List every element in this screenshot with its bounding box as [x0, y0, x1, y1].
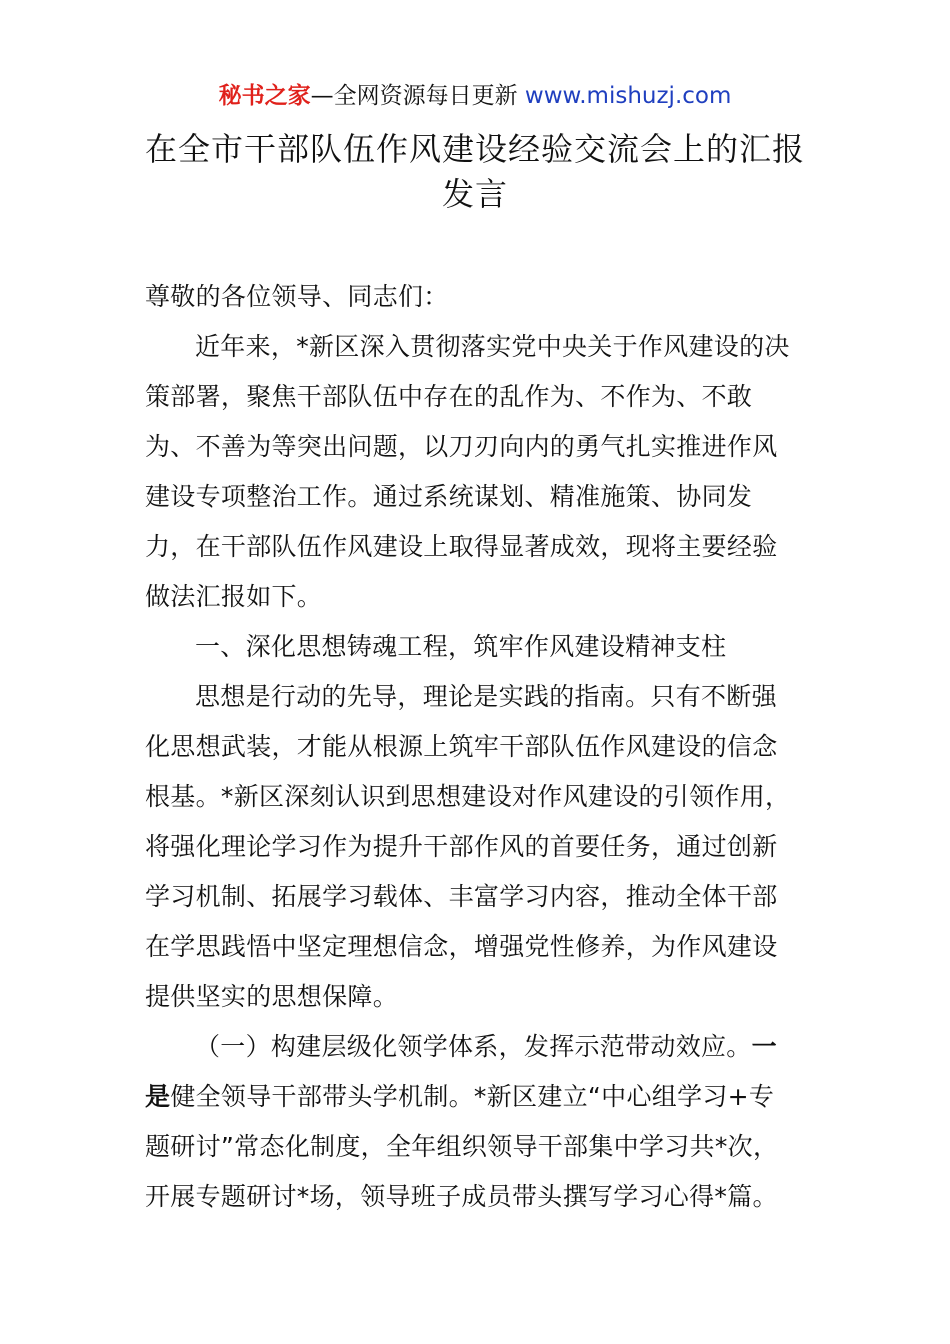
intro-line: 为、不善为等突出问题，以刀刃向内的勇气扎实推进作风 [145, 432, 778, 461]
section-paragraph-line: 学习机制、拓展学习载体、丰富学习内容，推动全体干部 [145, 882, 778, 911]
enumeration-marker: 是 [145, 1082, 171, 1111]
subsection-line: 题研讨”常态化制度，全年组织领导干部集中学习共*次， [145, 1132, 779, 1161]
section-paragraph-line: 化思想武装，才能从根源上筑牢干部队伍作风建设的信念 [145, 732, 778, 761]
site-header [0, 80, 950, 112]
subsection-line: 开展专题研讨*场，领导班子成员带头撰写学习心得*篇。 [145, 1182, 778, 1211]
intro-line: 策部署，聚焦干部队伍中存在的乱作为、不作为、不敢 [145, 382, 753, 411]
section-paragraph-line: 根基。*新区深刻认识到思想建设对作风建设的引领作用， [145, 782, 791, 811]
section-paragraph-line: 提供坚实的思想保障。 [145, 982, 399, 1011]
section-heading: 一、深化思想铸魂工程，筑牢作风建设精神支柱 [195, 632, 727, 661]
section-paragraph-line: 思想是行动的先导，理论是实践的指南。只有不断强 [195, 682, 777, 711]
section-paragraph-line: 在学思践悟中坚定理想信念，增强党性修养，为作风建设 [145, 932, 778, 961]
title-line-1: 在全市干部队伍作风建设经验交流会上的汇报 [144, 130, 805, 168]
greeting: 尊敬的各位领导、同志们： [145, 282, 449, 311]
site-brand: 秘书之家 [218, 83, 311, 109]
document-body [145, 272, 807, 1222]
intro-line: 做法汇报如下。 [145, 582, 323, 611]
intro-line: 力，在干部队伍作风建设上取得显著成效，现将主要经验 [145, 532, 778, 561]
subsection-heading-text: （一）构建层级化领学体系，发挥示范带动效应。 [195, 1032, 752, 1061]
title-line-2: 发言 [441, 175, 508, 213]
enumeration-marker: 一 [751, 1032, 777, 1061]
intro-line: 近年来，*新区深入贯彻落实党中央关于作风建设的决 [195, 332, 790, 361]
document-title [130, 127, 820, 217]
subsection-line [145, 1072, 807, 1122]
section-paragraph-line: 将强化理论学习作为提升干部作风的首要任务，通过创新 [145, 832, 778, 861]
subsection-text: 健全领导干部带头学机制。*新区建立“中心组学习+专 [170, 1082, 775, 1111]
subsection-heading-line [145, 1022, 807, 1072]
site-tagline: —全网资源每日更新 [310, 83, 525, 109]
site-url-link[interactable]: www.mishuzj.com [524, 83, 732, 109]
intro-line: 建设专项整治工作。通过系统谋划、精准施策、协同发 [145, 482, 753, 511]
